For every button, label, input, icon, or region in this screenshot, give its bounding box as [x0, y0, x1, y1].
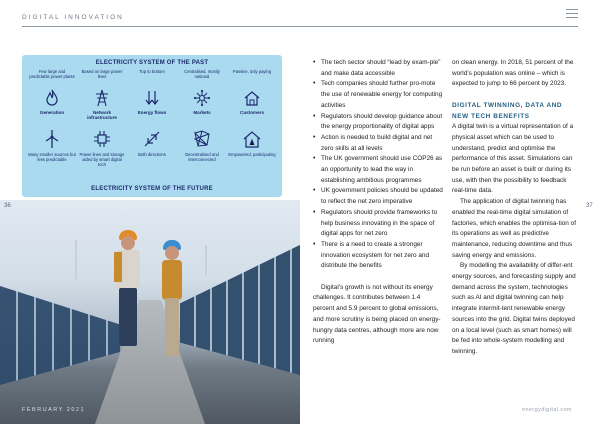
past-description: Passive, only paying [232, 69, 272, 74]
body-paragraph: The application of digital twinning has enabled the real-time digital simulation of factories, which enables the optimisa-tion of its operations as well as predictive maintenance, reducing downtime and thus saving energy and emissions. [452, 198, 576, 259]
list-item: • There is a need to create a stronger innovation ecosystem for net zero and distribute the benefits [313, 240, 443, 272]
circuit-icon [91, 128, 113, 150]
future-description: Empowered, participating [228, 152, 276, 157]
list-item: • The tech sector should “lead by exam-ple” and make data accessible [313, 58, 443, 79]
flame-icon [42, 88, 62, 108]
section-title: DIGITAL INNOVATION [22, 14, 124, 21]
body-paragraph: Digital’s growth is not without its energy challenges. It contributes between 1.4 percent and 5.9 percent to global emissions, and more scrutiny is being placed on energy-hungry data centres, although more are now running [313, 283, 441, 345]
body-paragraph: A digital twin is a virtual representation of a physical asset which can be used to understand, predict and optimise the performance of this asset. Simulations can be run before an asset is built or during its use, with then the possibility to feedback real-time data. [452, 123, 574, 195]
bidirectional-arrows-icon [141, 128, 163, 150]
article-column-2 [452, 58, 578, 358]
hub-network-icon [192, 88, 212, 108]
list-item: • Regulators should provide frameworks to help business innovating in the space of digital apps for net zero [313, 208, 443, 240]
wind-turbine-icon [41, 128, 63, 150]
category-label: Customers [240, 110, 264, 115]
page-number-left: 36 [4, 203, 11, 209]
list-item: • Action is needed to build digital and net zero skills at all levels [313, 133, 443, 154]
article-column-1 [313, 58, 443, 347]
infographic-title-past: ELECTRICITY SYSTEM OF THE PAST [95, 60, 209, 66]
body-paragraph: on clean energy. In 2018, 51 percent of the world’s population was online – which is expected to jump to 66 percent by 2023. [452, 59, 574, 88]
footer-website[interactable]: energydigital.com [522, 407, 572, 413]
future-description: Both directions [138, 152, 166, 157]
infographic-column-network [78, 69, 126, 167]
list-item: • Regulators should develop guidance about the energy proportionality of digital apps [313, 112, 443, 133]
future-description: Power lines and storage aided by smart digital tech [79, 152, 125, 168]
engineer-person [158, 240, 186, 350]
smart-house-icon [241, 128, 263, 150]
page-number-right: 37 [586, 203, 593, 209]
list-item: • The UK government should use COP26 as an opportunity to lead the way in establishing ambitious programmes [313, 154, 443, 186]
past-description: Based on large power lines [81, 69, 123, 80]
power-tower-icon [92, 88, 112, 108]
infographic-title-future: ELECTRICITY SYSTEM OF THE FUTURE [91, 186, 213, 192]
past-description: Top to bottom [139, 69, 165, 74]
electricity-infographic [22, 55, 282, 197]
category-label: Markets [193, 110, 211, 115]
future-description: Decentralised and interconnected [185, 152, 219, 163]
category-label: Energy flows [137, 110, 167, 115]
engineer-person [112, 230, 144, 350]
body-paragraph: By modelling the availability of differ-ent energy sources, and forecasting supply and demand across the system, technologies such as AI and digital twinning can help integrate intermit-tent renewable energy sources into the grid. Digital twins deployed on a local level (such as smart homes) will be fed into whole-system modelling and twinning. [452, 262, 576, 355]
list-item: • UK government policies should be updated to reflect the net zero imperative [313, 186, 443, 207]
section-subheading: DIGITAL TWINNING, DATA AND NEW TECH BENEFITS [452, 101, 563, 120]
list-item: • Tech companies should further pro-mote the use of renewable energy for computing activities [313, 79, 443, 111]
past-description: Few large and predictable power plants [29, 69, 75, 80]
infographic-column-energy-flows [128, 69, 176, 167]
category-label: Generation [39, 110, 65, 115]
category-label: Network infrastructure [87, 110, 117, 121]
mesh-network-icon [191, 128, 213, 150]
house-icon [242, 88, 262, 108]
future-description: Many smaller sources but less predictable [28, 152, 76, 163]
past-description: Centralised, mostly national [184, 69, 220, 80]
recommendations-list [313, 58, 443, 272]
infographic-column-generation [28, 69, 76, 167]
footer-date: FEBRUARY 2021 [22, 407, 86, 413]
infographic-column-markets [178, 69, 226, 167]
menu-icon[interactable] [566, 9, 578, 19]
arrows-down-icon [142, 88, 162, 108]
infographic-column-customers [228, 69, 276, 167]
